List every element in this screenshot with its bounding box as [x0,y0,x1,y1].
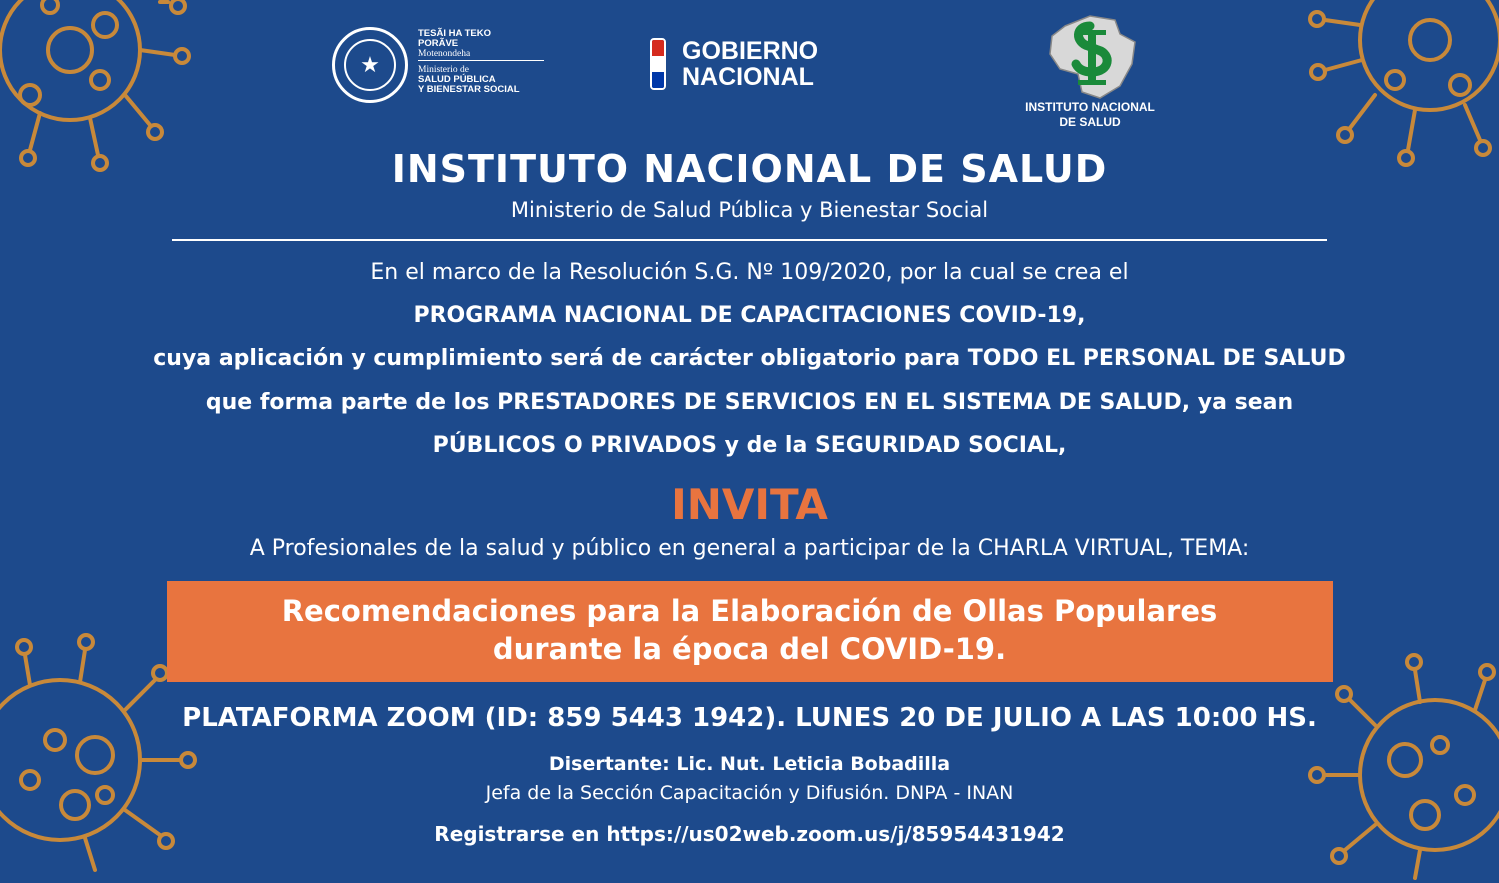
ins-logo [1020,14,1170,134]
body-line-5: PÚBLICOS O PRIVADOS y de la SEGURIDAD SOCIAL, [432,433,1067,458]
body-line-3: cuya aplicación y cumplimiento será de carácter obligatorio para TODO EL PERSONAL DE SALUD [153,346,1346,371]
msp-line1: TESÃI HA TEKO [418,28,492,39]
msp-sub3: Y BIENESTAR SOCIAL [418,84,520,95]
body-line-1: En el marco de la Resolución S.G. Nº 109/2020, por la cual se crea el [370,260,1129,285]
msp-logo-text [418,29,491,59]
event-speaker: Disertante: Lic. Nut. Leticia Bobadilla [548,753,951,775]
page-subtitle: Ministerio de Salud Pública y Bienestar Social [510,198,989,222]
register-link[interactable]: Registrarse en https://us02web.zoom.us/j/85954431942 [434,822,1065,846]
header-divider [172,239,1327,241]
page-title: INSTITUTO NACIONAL DE SALUD [391,147,1108,191]
msp-line3: Motenondeha [418,49,471,59]
flag-icon [650,38,666,90]
invita-heading: INVITA [671,480,828,529]
ins-map-logo-icon [1020,14,1170,102]
gobierno-text [682,38,818,90]
msp-line2: PORÃVE [418,38,459,49]
seal-star-icon: ★ [344,39,396,91]
gobierno-nacional-logo [648,38,848,94]
national-seal [332,27,408,103]
ins-line2: DE SALUD [1059,115,1121,129]
msp-sub1: Ministerio de [418,65,469,75]
event-platform: PLATAFORMA ZOOM (ID: 859 5443 1942). LUNES 20 DE JULIO A LAS 10:00 HS. [182,703,1317,733]
gobierno-line2: NACIONAL [682,63,814,91]
gobierno-line1: GOBIERNO [682,37,819,65]
topic-line-1: Recomendaciones para la Elaboración de Ollas Populares [281,594,1218,628]
msp-logo [332,25,552,105]
body-line-4: que forma parte de los PRESTADORES DE SERVICIOS EN EL SISTEMA DE SALUD, ya sean [205,390,1294,415]
topic-line-2: durante la época del COVID-19. [492,632,1007,666]
event-speaker-role: Jefa de la Sección Capacitación y Difusión. DNPA - INAN [485,782,1014,804]
invita-text: A Profesionales de la salud y público en general a participar de la CHARLA VIRTUAL, TEMA: [249,536,1250,561]
msp-sub2: SALUD PÚBLICA [418,74,496,85]
ins-logo-text [1020,100,1160,130]
msp-logo-subtext [418,65,520,95]
msp-divider [418,60,544,61]
body-line-2: PROGRAMA NACIONAL DE CAPACITACIONES COVID-19, [413,303,1086,328]
ins-line1: INSTITUTO NACIONAL [1025,100,1155,114]
